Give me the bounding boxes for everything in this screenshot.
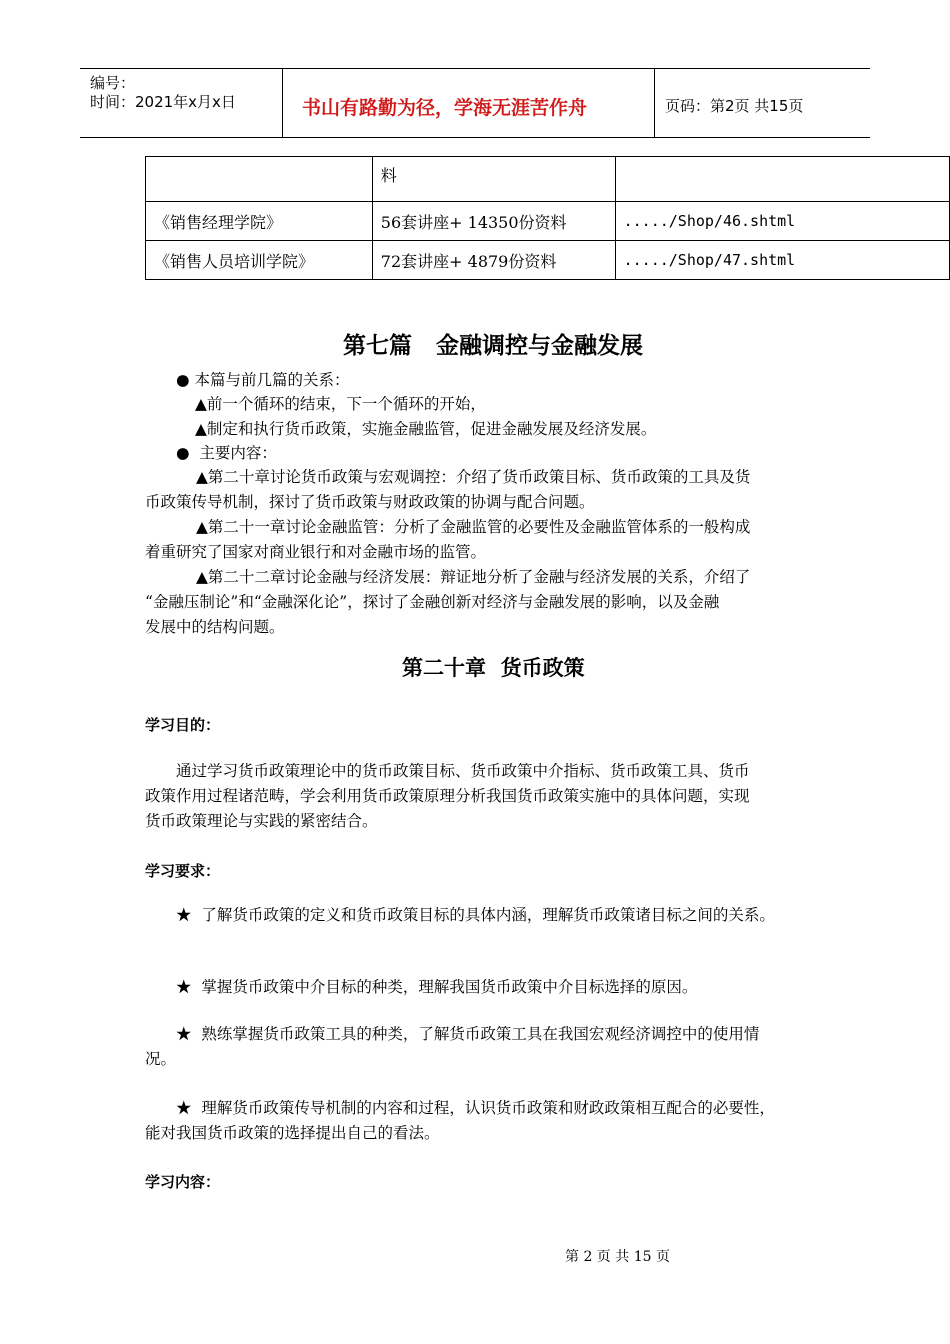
document-number-label: 编号： [90,74,136,92]
table-cell-link [615,157,949,202]
header-divider [282,69,283,137]
table-cell-link[interactable]: ...../Shop/47.shtml [615,241,949,280]
requirement-item: 能对我国货币政策的选择提出自己的看法。 [145,1124,440,1142]
table-cell-name [146,157,373,202]
study-requirements-label: 学习要求： [145,862,221,880]
page-footer: 第 2 页 共 15 页 [565,1249,670,1265]
table-cell-content: 72套讲座+ 4879份资料 [372,241,615,280]
chapter-summary-line: “金融压制论”和“金融深化论”，探讨了金融创新对经济与金融发展的影响，以及金融 [145,593,720,611]
requirement-item: 况。 [145,1050,177,1068]
table-cell-link[interactable]: ...../Shop/46.shtml [615,202,949,241]
table-row [146,202,950,241]
requirement-item: ★ 理解货币政策传导机制的内容和过程，认识货币政策和财政政策相互配合的必要性， [176,1099,775,1117]
relation-item: ▲制定和执行货币政策，实施金融监管，促进金融发展及经济发展。 [195,420,657,438]
table-cell-content: 56套讲座+ 14350份资料 [372,202,615,241]
header-motto: 书山有路勤为径，学海无涯苦作舟 [302,97,588,119]
chapter-summary-line: ▲第二十一章讨论金融监管：分析了金融监管的必要性及金融监管体系的一般构成 [196,518,751,536]
chapter-title: 第二十章 货币政策 [402,656,585,680]
resource-table [145,156,950,280]
chapter-summary-line: ▲第二十二章讨论金融与经济发展：辩证地分析了金融与经济发展的关系，介绍了 [196,568,751,586]
study-purpose-label: 学习目的： [145,716,221,734]
study-content-label: 学习内容： [145,1173,221,1191]
table-row [146,157,950,202]
table-cell-name: 《销售经理学院》 [146,202,373,241]
main-content-heading: ● 主要内容： [176,444,277,462]
table-cell-content: 料 [372,157,615,202]
part-title: 第七篇 金融调控与金融发展 [343,333,644,359]
document-date: 时间：2021年x月x日 [90,93,236,111]
requirement-item: ★ 掌握货币政策中介目标的种类，理解我国货币政策中介目标选择的原因。 [176,978,698,996]
requirement-item: ★ 熟练掌握货币政策工具的种类，了解货币政策工具在我国宏观经济调控中的使用情 [176,1025,760,1043]
relation-heading: ● 本篇与前几篇的关系： [176,371,350,389]
table-cell-name: 《销售人员培训学院》 [146,241,373,280]
chapter-summary-line: 发展中的结构问题。 [145,618,285,636]
study-purpose-text: 政策作用过程诸范畴，学会利用货币政策原理分析我国货币政策实施中的具体问题，实现 [145,787,750,805]
page-header [80,68,870,138]
table-row [146,241,950,280]
chapter-summary-line: ▲第二十章讨论货币政策与宏观调控：介绍了货币政策目标、货币政策的工具及货 [196,468,751,486]
relation-item: ▲前一个循环的结束，下一个循环的开始， [195,395,486,413]
chapter-summary-line: 币政策传导机制，探讨了货币政策与财政政策的协调与配合问题。 [145,493,595,511]
chapter-summary-line: 着重研究了国家对商业银行和对金融市场的监管。 [145,543,487,561]
header-page-number: 页码：第2页 共15页 [665,97,804,115]
header-divider [654,69,655,137]
study-purpose-text: 通过学习货币政策理论中的货币政策目标、货币政策中介指标、货币政策工具、货币 [176,762,750,780]
requirement-item: ★ 了解货币政策的定义和货币政策目标的具体内涵，理解货币政策诸目标之间的关系。 [176,906,775,924]
study-purpose-text: 货币政策理论与实践的紧密结合。 [145,812,378,830]
